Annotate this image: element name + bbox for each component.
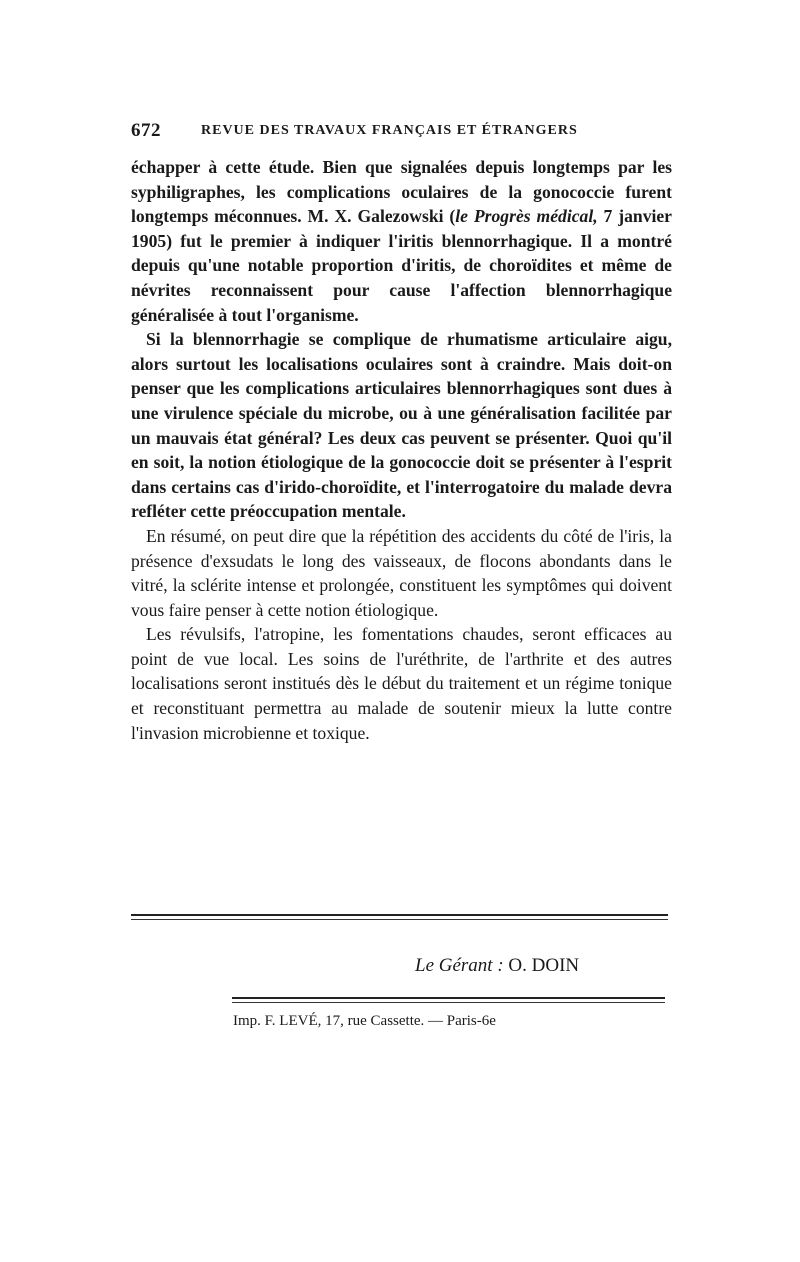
double-rule-bottom bbox=[131, 919, 668, 920]
imprint-rule-top bbox=[232, 997, 665, 999]
printer-imprint: Imp. F. LEVÉ, 17, rue Cassette. — Paris-6e bbox=[233, 1013, 496, 1029]
paragraph-1-text-b: 7 janvier 1905) fut le premier à indiquer l'iritis blennorrhagique. Il a montré depuis qu'une notable proportion d'iritis, de choroïdites et même de névrites reconnaissent pour cause l'affection blennorrhagique généralisée à tout l'organisme. bbox=[131, 206, 672, 325]
gerant-name: O. DOIN bbox=[508, 955, 580, 976]
imprint-rule-bottom bbox=[232, 1002, 665, 1003]
running-header bbox=[131, 120, 671, 144]
double-rule-top bbox=[131, 914, 668, 916]
paragraph-1-text-a: échapper à cette étude. Bien que signalées depuis longtemps par les syphiligraphes, les complications oculaires de la gonococcie furent longtemps méconnues. M. X. Galezowski ( bbox=[131, 157, 672, 227]
paragraph-4: Les révulsifs, l'atropine, les fomentations chaudes, seront efficaces au point de vue local. Les soins de l'uréthrite, de l'arthrite et des autres localisations seront institués dès le début du traitement et un régime tonique et reconstituant permettra au malade de soutenir mieux la lutte contre l'invasion microbienne et toxique. bbox=[131, 624, 672, 743]
paragraph-1 bbox=[131, 155, 672, 327]
gerant-signature bbox=[415, 955, 675, 977]
journal-title: REVUE DES TRAVAUX FRANÇAIS ET ÉTRANGERS bbox=[201, 123, 578, 138]
article-body bbox=[131, 155, 672, 745]
page-number: 672 bbox=[131, 120, 161, 141]
paragraph-2: Si la blennorrhagie se complique de rhumatisme articulaire aigu, alors surtout les localisations oculaires sont à craindre. Mais doit-on penser que les complications articulaires blennorrhagiques sont dues à une virulence spéciale du microbe, ou à une généralisation facilitée par un mauvais état général? Les deux cas peuvent se présenter. Quoi qu'il en soit, la notion étiologique de la gonococcie doit se présenter à l'esprit dans certains cas d'irido-choroïdite, et l'interrogatoire du malade devra refléter cette préoccupation mentale. bbox=[131, 329, 672, 522]
paragraph-3: En résumé, on peut dire que la répétition des accidents du côté de l'iris, la présence d'exsudats le long des vaisseaux, de flocons abondants dans le vitré, la sclérite intense et prolongée, constituent les symptômes qui doivent vous faire penser à cette notion étiologique. bbox=[131, 525, 672, 620]
gerant-label: Le Gérant : bbox=[415, 955, 504, 976]
citation-journal: le Progrès médical, bbox=[455, 206, 598, 227]
